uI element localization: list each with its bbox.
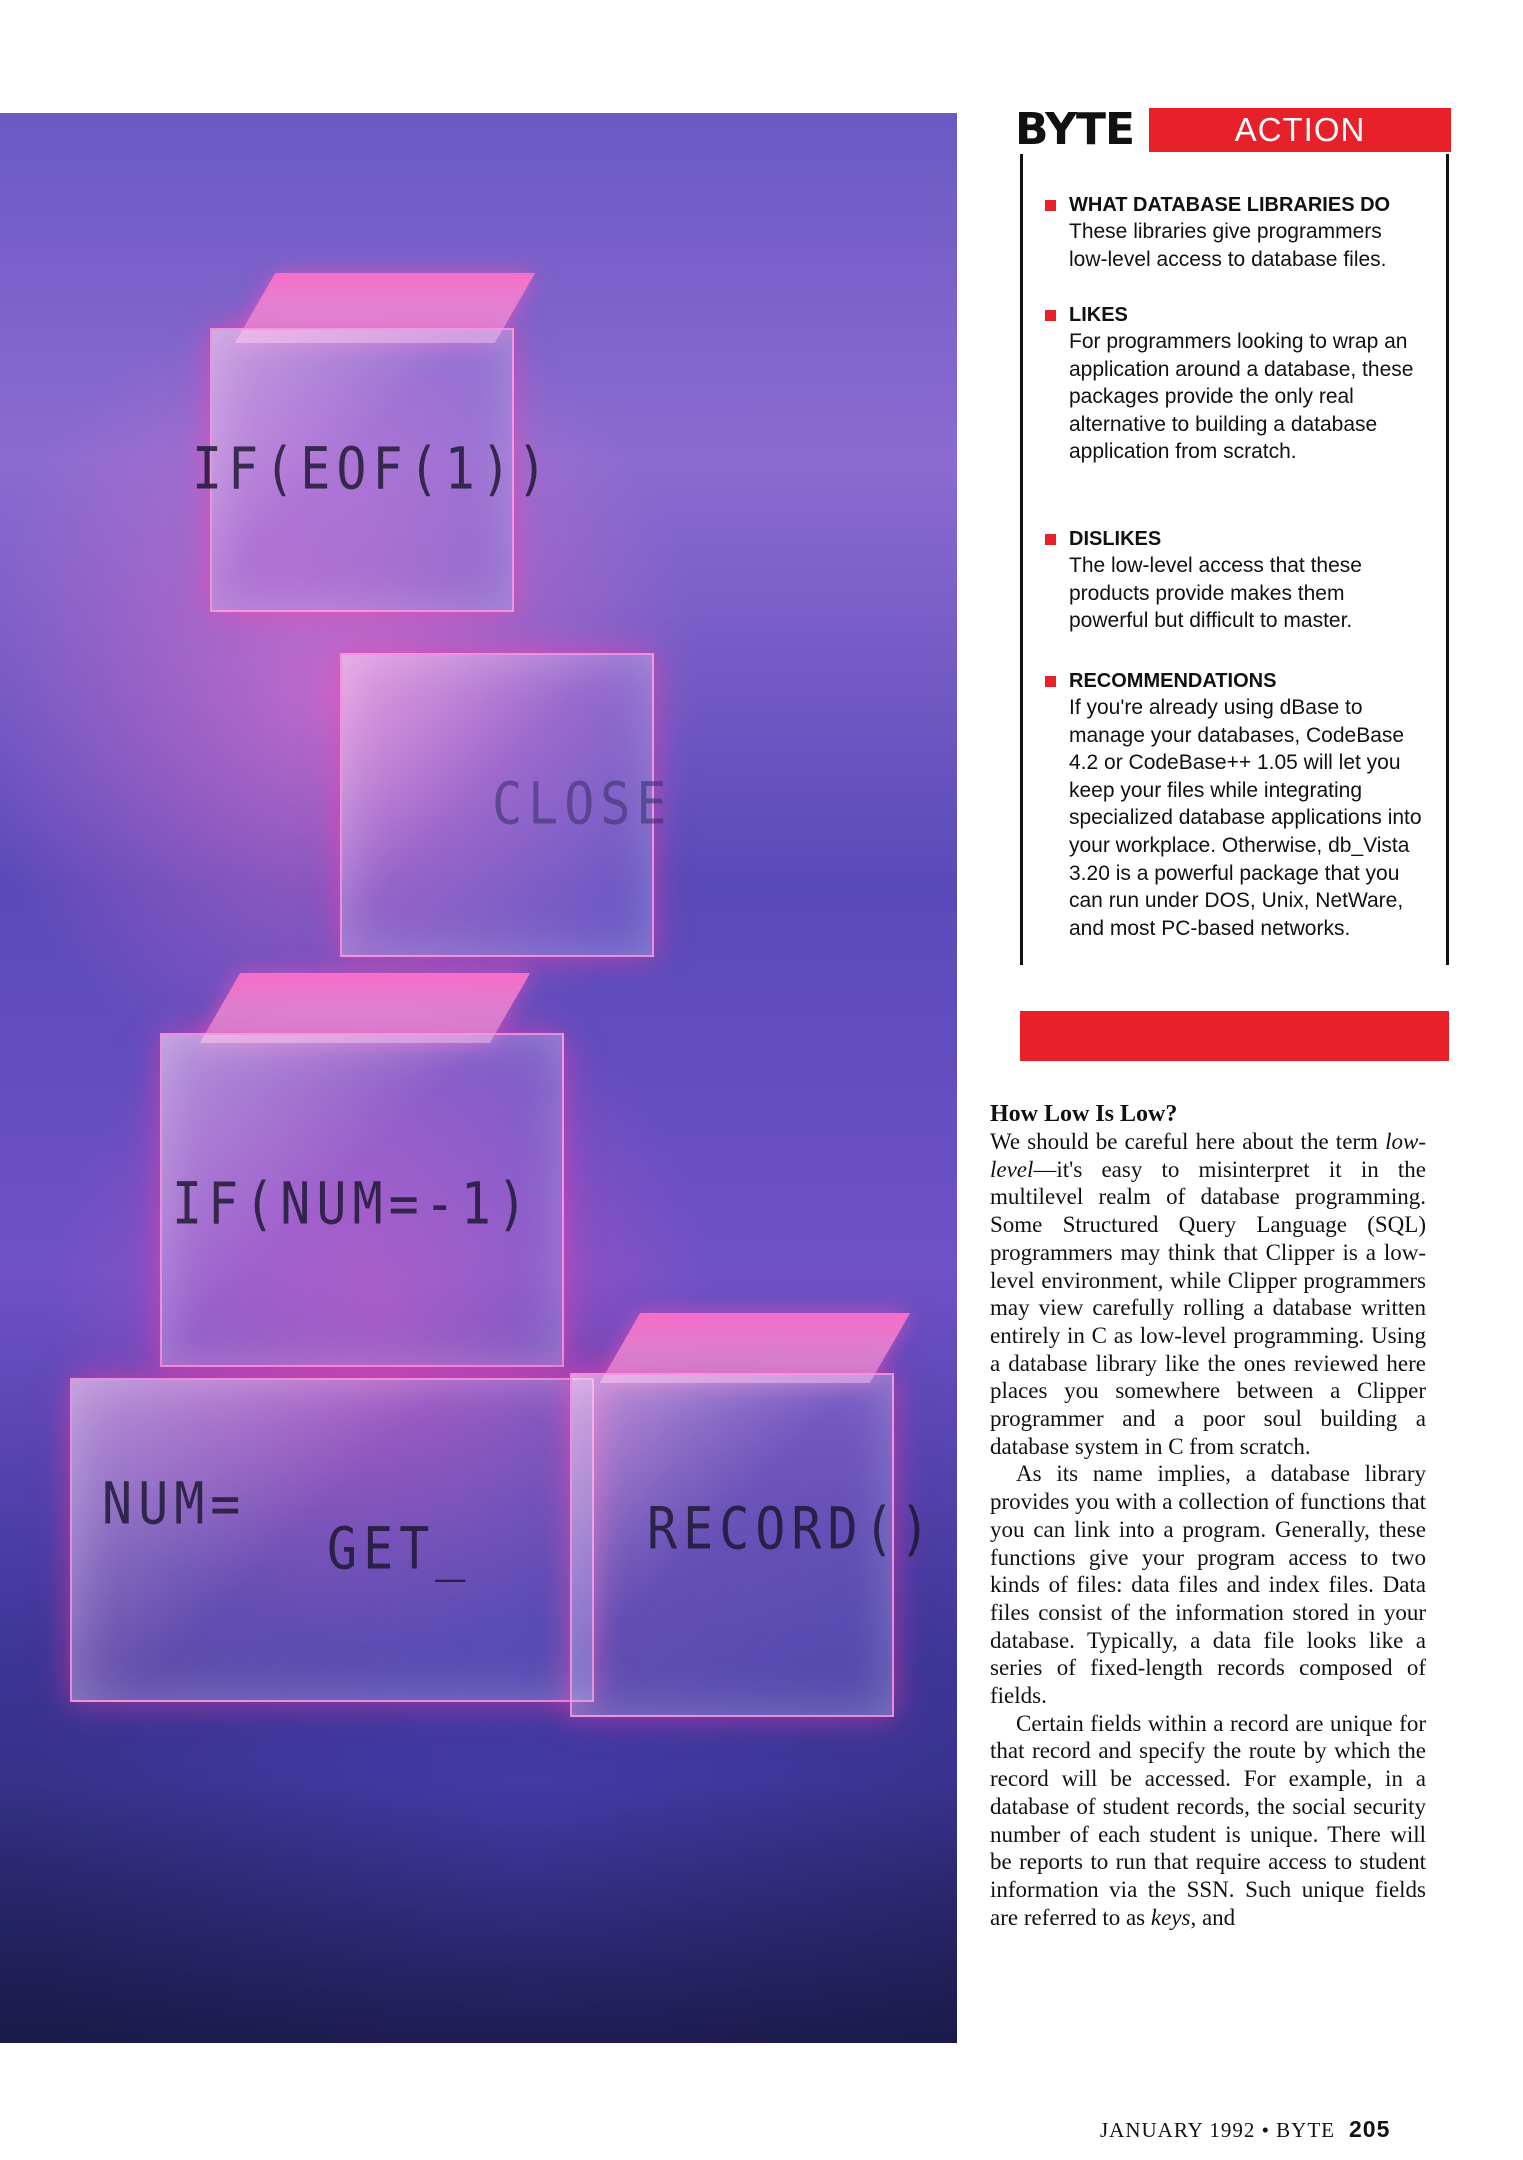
cube-label-close: CLOSE [492,770,673,838]
cube-label-get: GET_ [327,1515,472,1583]
cube-eof [192,328,554,612]
red-square-bullet-icon [1045,310,1056,321]
cube-num [160,1033,564,1367]
red-square-bullet-icon [1045,534,1056,545]
summary-section-heading: LIKES [1069,304,1128,326]
summary-section-body: If you're already using dBase to manage your databases, CodeBase 4.2 or CodeBase++ 1.05 will let you keep your files while integrating specialized database applications into your workplace. Otherwise, db_Vista 3.20 is a powerful package that you can run under DOS, Unix, NetWare, and most PC-based networks. [1069,696,1422,940]
cube-label-num: IF(NUM=-1) [172,1170,534,1238]
summary-section-recommendations [1045,668,1425,942]
cube-label-eof: IF(EOF(1)) [192,435,554,503]
article-subheading: How Low Is Low? [990,1101,1178,1127]
action-summary-box [1015,104,1451,1063]
article-paragraph: Certain fields within a record are unique for that record and specify the route by which the record will be accessed. For example, in a database of student records, the social security number of each student is unique. There will be reports to run that require access to student information via the SSN. Such unique fields are referred to as keys, and [990,1710,1426,1930]
page-number: 205 [1349,2116,1391,2142]
action-summary-frame [1020,154,1449,965]
action-summary-footer-bar [1020,1011,1449,1061]
action-summary-title: ACTION SUMMARY [1149,108,1451,152]
article-column [990,1100,1426,1931]
cube-label-num-assign: NUM= [102,1470,247,1538]
summary-section-what [1045,192,1425,273]
article-paragraph: We should be careful here about the term low-level—it's easy to misinterpret it in the multilevel realm of database programming. Some Structured Query Language (SQL) programmers may think that Clipper is a low-level environment, while Clipper programmers may view carefully rolling a database written entirely in C as low-level programming. Using a database library like the ones reviewed here places you somewhere between a Clipper programmer and a poor soul building a database system in C from scratch. [990,1129,1426,1459]
action-summary-header [1015,104,1451,192]
term-emphasis: low-level [990,1129,1426,1182]
cube-label-record: RECORD() [647,1495,936,1563]
cube-get-record [70,1378,594,1702]
summary-section-heading: RECOMMENDATIONS [1069,670,1277,692]
summary-section-dislikes [1045,526,1425,635]
summary-section-likes [1045,302,1425,466]
term-emphasis: keys [1150,1904,1191,1930]
summary-section-heading: WHAT DATABASE LIBRARIES DO [1069,194,1391,216]
byte-logo: BYTE [1015,104,1135,155]
cube-close [340,653,673,957]
photo-floor-shadow [0,1783,957,2043]
summary-section-body: These libraries give programmers low-level access to database files. [1069,220,1387,271]
issue-line: JANUARY 1992 • BYTE [1100,2118,1335,2142]
summary-section-body: The low-level access that these products provide makes them powerful but difficult to master. [1069,554,1362,633]
cover-photo-cubes [0,113,957,2043]
summary-section-heading: DISLIKES [1069,528,1162,550]
page-footer [1100,2116,1390,2143]
red-square-bullet-icon [1045,200,1056,211]
cube-record [570,1373,936,1717]
summary-section-body: For programmers looking to wrap an application around a database, these packages provide the only real alternative to building a database application from scratch. [1069,330,1414,464]
red-square-bullet-icon [1045,676,1056,687]
article-paragraph: As its name implies, a database library provides you with a collection of functions that you can link into a program. Generally, these functions give your program access to two kinds of files: data files and index files. Data files consist of the information stored in your database. Typically, a data file looks like a series of fixed-length records composed of fields. [990,1461,1426,1709]
